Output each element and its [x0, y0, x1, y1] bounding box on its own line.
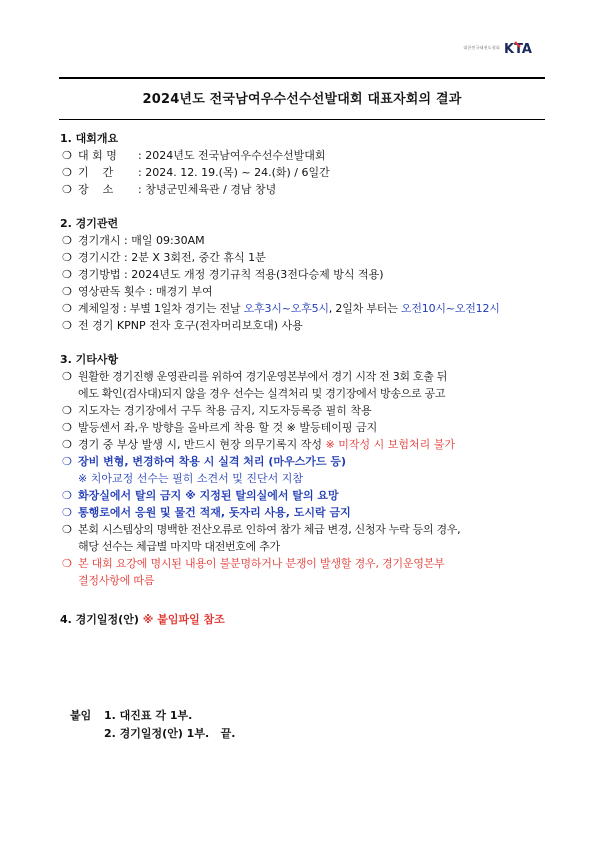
- other-item-1-line2: 에도 확인(검사대)되지 않을 경우 선수는 실격처리 및 경기장에서 방송으로 공고: [78, 387, 446, 400]
- other-item-5: [60, 453, 550, 470]
- other-item-7-text: 통행로에서 응원 및 물건 적재, 돗자리 사용, 도시락 금지: [78, 506, 351, 519]
- other-item-6: [60, 487, 550, 504]
- competition-item-kpnp: [60, 317, 550, 334]
- bullet-icon: ❍: [62, 455, 72, 468]
- bullet-icon: ❍: [62, 557, 72, 570]
- other-item-2: [60, 402, 550, 419]
- bullet-icon: ❍: [62, 302, 72, 315]
- other-item-1: [60, 368, 550, 402]
- weigh-in-time-day2: 오전10시~오전12시: [400, 302, 500, 315]
- overview-label: 장 소: [78, 183, 114, 196]
- bullet-icon: ❍: [62, 523, 72, 536]
- other-item-8: [60, 521, 550, 555]
- other-item-1-line1: 원활한 경기진행 운영관리를 위하여 경기운영본부에서 경기 시작 전 3회 호출 뒤: [78, 370, 448, 383]
- other-item-7: [60, 504, 550, 521]
- kta-logo: [463, 40, 540, 56]
- bullet-icon: ❍: [62, 183, 72, 196]
- competition-item-weigh-in: [60, 300, 550, 317]
- section-schedule-heading: [60, 611, 550, 628]
- bullet-icon: ❍: [62, 421, 72, 434]
- page-title: 2024년도 전국남여우수선수선발대회 대표자회의 결과: [142, 92, 462, 107]
- bullet-icon: ❍: [62, 319, 72, 332]
- document-body: [60, 122, 550, 628]
- bullet-icon: ❍: [62, 489, 72, 502]
- competition-item: [60, 266, 550, 283]
- overview-value: : 창녕군민체육관 / 경남 창녕: [138, 183, 277, 196]
- title-rule-top: [59, 77, 545, 79]
- attachments-label: 붙임: [70, 709, 92, 722]
- other-item-8-line1: 본회 시스템상의 명백한 전산오류로 인하여 참가 체급 변경, 신청자 누락 등의 경우,: [78, 523, 461, 536]
- schedule-heading-text: 4. 경기일정(안): [60, 613, 143, 626]
- other-item-4-note: ※ 미작성 시 보험처리 불가: [325, 438, 455, 451]
- logo-subtitle: 대한민국태권도협회: [463, 45, 500, 50]
- bullet-icon: ❍: [62, 149, 72, 162]
- bullet-icon: ❍: [62, 506, 72, 519]
- other-item-3-text: 발등센서 좌,우 방향을 올바르게 착용 할 것 ※ 발등테이핑 금지: [78, 421, 378, 434]
- other-item-3: [60, 419, 550, 436]
- overview-value: : 2024년도 전국남여우수선수선발대회: [138, 149, 326, 162]
- section-overview-heading: 1. 대회개요: [60, 132, 119, 145]
- competition-item: [60, 283, 550, 300]
- other-item-9-line2: 결정사항에 따름: [78, 574, 155, 587]
- other-item-8-line2: 해당 선수는 체급별 마지막 대전번호에 추가: [78, 540, 280, 553]
- bullet-icon: ❍: [62, 234, 72, 247]
- competition-item-text: 경기시간 : 2분 X 3회전, 중간 휴식 1분: [78, 251, 266, 264]
- overview-label: 기 간: [78, 166, 114, 179]
- competition-item-text: 경기개시 : 매일 09:30AM: [78, 234, 205, 247]
- competition-item: [60, 249, 550, 266]
- other-item-2-text: 지도자는 경기장에서 구두 착용 금지, 지도자등록증 필히 착용: [78, 404, 372, 417]
- attachment-item: 1. 대진표 각 1부.: [104, 709, 193, 722]
- schedule-note: ※ 붙임파일 참조: [142, 613, 225, 626]
- other-item-4-text: 경기 중 부상 발생 시, 반드시 현장 의무기록지 작성: [78, 438, 326, 451]
- bullet-icon: ❍: [62, 285, 72, 298]
- overview-label: 대 회 명: [78, 149, 117, 162]
- competition-item-text: 영상판독 횟수 : 매경기 부여: [78, 285, 213, 298]
- attachment-item: 2. 경기일정(안) 1부. 끝.: [104, 727, 236, 740]
- bullet-icon: ❍: [62, 370, 72, 383]
- overview-item-period: [60, 164, 550, 181]
- logo-mark: KTA: [504, 42, 532, 56]
- other-item-9: [60, 555, 550, 589]
- bullet-icon: ❍: [62, 251, 72, 264]
- overview-value: : 2024. 12. 19.(목) ~ 24.(화) / 6일간: [138, 166, 330, 179]
- kpnp-text: 전 경기 KPNP 전자 호구(전자머리보호대) 사용: [78, 319, 303, 332]
- bullet-icon: ❍: [62, 404, 72, 417]
- bullet-icon: ❍: [62, 438, 72, 451]
- weigh-in-prefix: 계체일정 : 부별 1일차 경기는 전날: [78, 302, 244, 315]
- competition-item-text: 경기방법 : 2024년도 개정 경기규칙 적용(3전다승제 방식 적용): [78, 268, 384, 281]
- other-item-6-text: 화장실에서 탈의 금지 ※ 지정된 탈의실에서 탈의 요망: [78, 489, 339, 502]
- section-competition-heading: 2. 경기관련: [60, 217, 119, 230]
- other-item-4: [60, 436, 550, 453]
- weigh-in-middle: , 2일차 부터는: [328, 302, 401, 315]
- section-other-heading: 3. 기타사항: [60, 353, 119, 366]
- other-item-5-note: ※ 치아교정 선수는 필히 소견서 및 진단서 지참: [78, 472, 303, 485]
- attachments: [70, 707, 235, 743]
- bullet-icon: ❍: [62, 166, 72, 179]
- title-rule-bottom: [59, 119, 545, 120]
- kta-logo-icon: [504, 40, 540, 56]
- overview-item-venue: [60, 181, 550, 198]
- competition-item: [60, 232, 550, 249]
- other-item-9-line1: 본 대회 요강에 명시된 내용이 불분명하거나 분쟁이 발생할 경우, 경기운영본부: [78, 557, 445, 570]
- weigh-in-time-day1: 오후3시~오후5시: [243, 302, 329, 315]
- bullet-icon: ❍: [62, 268, 72, 281]
- overview-item-name: [60, 147, 550, 164]
- other-item-5-text: 장비 변형, 변경하여 착용 시 실격 처리 (마우스가드 등): [78, 455, 347, 468]
